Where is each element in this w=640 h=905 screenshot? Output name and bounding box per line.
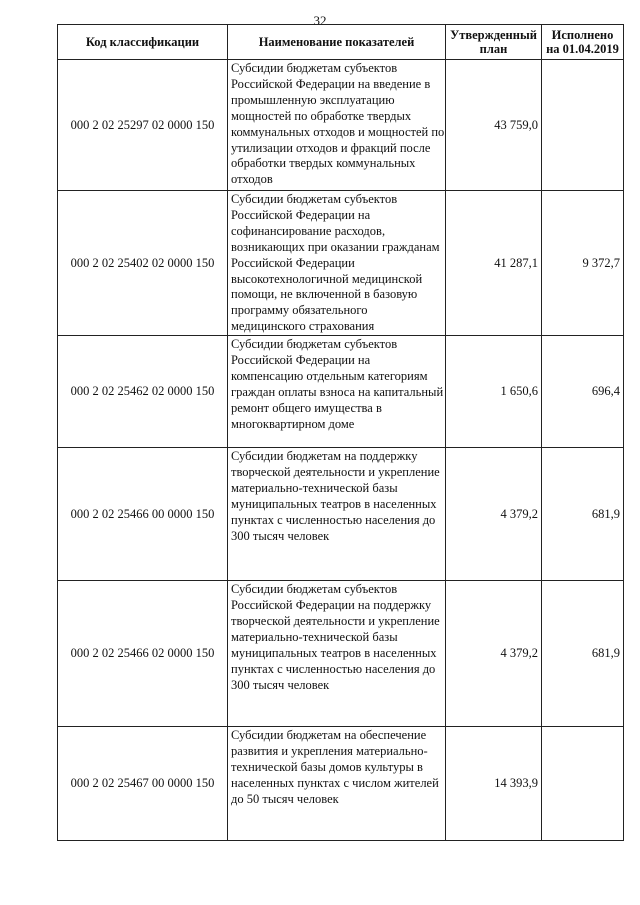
header-plan-line1: Утвержденный bbox=[450, 28, 537, 42]
header-plan bbox=[446, 25, 542, 60]
row-done bbox=[542, 727, 624, 841]
row-done: 681,9 bbox=[542, 581, 624, 727]
header-done-line1: Исполнено bbox=[551, 28, 614, 42]
row-plan: 4 379,2 bbox=[446, 581, 542, 727]
row-name: Субсидии бюджетам субъектов Российской Федерации на введение в промышленную эксплуатацию мощностей по обработке твердых коммунальных отходов и мощностей по утилизации отходов и фракций после обработки твердых коммунальных отходов bbox=[228, 60, 446, 191]
row-plan: 43 759,0 bbox=[446, 60, 542, 191]
table-row bbox=[58, 727, 624, 841]
row-plan: 1 650,6 bbox=[446, 336, 542, 448]
table-header-row bbox=[58, 25, 624, 60]
header-done bbox=[542, 25, 624, 60]
row-code: 000 2 02 25402 02 0000 150 bbox=[58, 191, 228, 336]
row-done bbox=[542, 60, 624, 191]
row-done: 681,9 bbox=[542, 448, 624, 581]
row-done: 696,4 bbox=[542, 336, 624, 448]
header-code: Код классификации bbox=[58, 25, 228, 60]
budget-table bbox=[57, 24, 624, 841]
page-number: 32 bbox=[313, 13, 327, 28]
row-plan: 14 393,9 bbox=[446, 727, 542, 841]
row-name: Субсидии бюджетам субъектов Российской Федерации на поддержку творческой деятельности и укрепление материально-технической базы муниципальных театров в населенных пунктах с численностью населения до 300 тысяч человек bbox=[228, 581, 446, 727]
row-name: Субсидии бюджетам субъектов Российской Федерации на компенсацию отдельным категориям граждан оплаты взноса на капитальный ремонт общего имущества в многоквартирном доме bbox=[228, 336, 446, 448]
row-name: Субсидии бюджетам субъектов Российской Федерации на софинансирование расходов, возникающих при оказании гражданам Российской Федерации высокотехнологичной медицинской помощи, не включенной в базовую программу обязательного медицинского страхования bbox=[228, 191, 446, 336]
row-name: Субсидии бюджетам на поддержку творческой деятельности и укрепление материально-технической базы муниципальных театров в населенных пунктах с численностью населения до 300 тысяч человек bbox=[228, 448, 446, 581]
header-name: Наименование показателей bbox=[228, 25, 446, 60]
table-row bbox=[58, 336, 624, 448]
row-code: 000 2 02 25297 02 0000 150 bbox=[58, 60, 228, 191]
table-row bbox=[58, 448, 624, 581]
header-plan-line2: план bbox=[479, 42, 508, 56]
row-code: 000 2 02 25466 02 0000 150 bbox=[58, 581, 228, 727]
table-row bbox=[58, 191, 624, 336]
row-name: Субсидии бюджетам на обеспечение развития и укрепления материально-технической базы домов культуры в населенных пунктах с числом жителей до 50 тысяч человек bbox=[228, 727, 446, 841]
row-done: 9 372,7 bbox=[542, 191, 624, 336]
scan-artifact-marks bbox=[60, 884, 620, 890]
row-code: 000 2 02 25467 00 0000 150 bbox=[58, 727, 228, 841]
header-done-line2: на 01.04.2019 bbox=[546, 42, 619, 56]
row-plan: 41 287,1 bbox=[446, 191, 542, 336]
row-code: 000 2 02 25462 02 0000 150 bbox=[58, 336, 228, 448]
row-plan: 4 379,2 bbox=[446, 448, 542, 581]
table-row bbox=[58, 60, 624, 191]
table-row bbox=[58, 581, 624, 727]
row-code: 000 2 02 25466 00 0000 150 bbox=[58, 448, 228, 581]
